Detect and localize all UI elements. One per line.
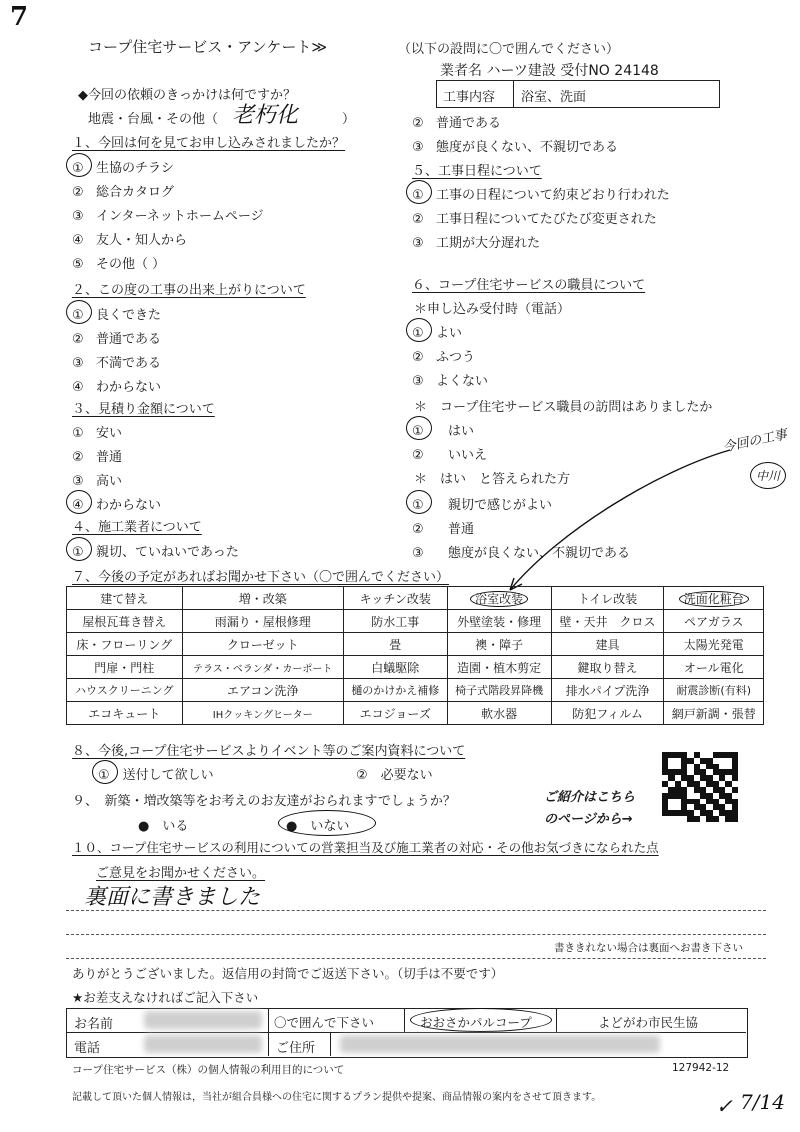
contact-col-divider	[330, 1032, 331, 1056]
q7-cell[interactable]: IHクッキングヒーター	[182, 702, 343, 725]
q7-cell[interactable]: 造園・植木剪定	[447, 656, 551, 679]
name-field-redacted[interactable]	[144, 1011, 262, 1029]
qr-code[interactable]	[662, 752, 738, 822]
q6-sub3-option-3[interactable]: ③ 態度が良くない、不親切である	[412, 546, 631, 561]
q7-cell[interactable]: 鍵取り替え	[551, 656, 664, 679]
referral-line-1: ご紹介はこちら	[544, 790, 636, 805]
q3-option-2[interactable]: ② 普通	[72, 450, 123, 465]
q1-option-1[interactable]: ① 生協のチラシ	[72, 161, 175, 176]
q4-option-3[interactable]: ③ 態度が良くない、不親切である	[412, 140, 619, 155]
annotation-arrow	[480, 440, 740, 600]
name-label: お名前	[74, 1017, 114, 1032]
q7-cell[interactable]: ペアガラス	[664, 610, 764, 633]
intro-options: 地震・台風・その他（	[88, 112, 219, 127]
q7-cell[interactable]: 防水工事	[343, 610, 447, 633]
q7-row	[67, 587, 764, 610]
q7-cell[interactable]: エアコン洗浄	[182, 679, 343, 702]
q5-option-1[interactable]: ① 工事の日程について約束どおり行われた	[412, 188, 670, 203]
privacy-text: 記載して頂いた個人情報は，当社が組合員様への住宅に関するプラン提供や提案、商品情報の案内をさせて頂きます。	[72, 1092, 602, 1103]
q7-cell[interactable]: 排水パイプ洗浄	[551, 679, 664, 702]
check-mark: ✓	[716, 1094, 733, 1118]
q2-option-1[interactable]: ① 良くできた	[72, 308, 162, 323]
q7-title: ７、今後の予定があればお聞かせ下さい（〇で囲んでください）	[72, 570, 450, 585]
q6-sub1-option-2[interactable]: ② ふつう	[412, 350, 476, 365]
q7-cell[interactable]: 壁・天井 クロス	[551, 610, 664, 633]
q5-title: ５、工事日程について	[412, 164, 542, 179]
q7-cell[interactable]: 襖・障子	[447, 633, 551, 656]
q3-title: ３、見積り金額について	[72, 402, 215, 417]
q1-selection-circle	[66, 153, 92, 177]
q7-cell[interactable]: 太陽光発電	[664, 633, 764, 656]
q7-cell[interactable]: 門扉・門柱	[67, 656, 183, 679]
q7-cell[interactable]: 増・改築	[182, 587, 343, 610]
q8-option-1[interactable]: ① 送付して欲しい	[98, 768, 214, 783]
q7-row	[67, 633, 764, 656]
q7-cell[interactable]: 耐震診断(有料)	[664, 679, 764, 702]
phone-label: 電話	[74, 1041, 101, 1056]
thanks-note: ありがとうございました。返信用の封筒でご返送下さい。（切手は不要です）	[72, 966, 504, 981]
q6-sub2-option-1[interactable]: ① はい	[412, 424, 475, 439]
q7-cell[interactable]: ハウスクリーニング	[67, 679, 183, 702]
q6-sub1-selection-circle	[406, 318, 432, 342]
q8-title: ８、今後,コープ住宅サービスよりイベント等のご案内資料について	[72, 744, 466, 759]
annotation-text: 今回の工事	[721, 427, 789, 456]
q6-sub3-option-2[interactable]: ② 普通	[412, 522, 475, 537]
address-label: ご住所	[276, 1041, 316, 1056]
q6-sub1-option-3[interactable]: ③ よくない	[412, 374, 489, 389]
q7-cell[interactable]: 屋根瓦葺き替え	[67, 610, 183, 633]
q10-handwritten: 裏面に書きました	[84, 885, 261, 910]
q1-option-3[interactable]: ③ インターネットホームページ	[72, 209, 264, 224]
q7-cell[interactable]: 床・フローリング	[67, 633, 183, 656]
date-mark: 7/14	[740, 1090, 785, 1114]
work-box	[436, 80, 720, 108]
q2-option-4[interactable]: ④ わからない	[72, 380, 162, 395]
comment-line	[66, 934, 766, 935]
q7-cell[interactable]: トイレ改装	[551, 587, 664, 610]
phone-field-redacted[interactable]	[144, 1035, 262, 1053]
q7-cell[interactable]: 雨漏り・屋根修理	[182, 610, 343, 633]
form-title: コープ住宅サービス・アンケート≫	[88, 38, 328, 56]
circle-note: 〇で囲んで下さい	[274, 1015, 375, 1030]
coop-option-1[interactable]: おおさかパルコープ	[420, 1015, 532, 1030]
q2-option-2[interactable]: ② 普通である	[72, 332, 162, 347]
q10-overflow-note: 書ききれない場合は裏面へお書き下さい	[554, 942, 743, 954]
contact-row-divider	[66, 1032, 746, 1033]
q7-cell-selected[interactable]	[664, 587, 764, 610]
q8-option-2[interactable]: ② 必要ない	[356, 768, 433, 783]
q1-option-4[interactable]: ④ 友人・知人から	[72, 233, 188, 248]
coop-option-2[interactable]: よどがわ市民生協	[598, 1015, 699, 1030]
q7-cell[interactable]: キッチン改装	[343, 587, 447, 610]
q2-selection-circle	[66, 300, 92, 324]
q5-option-2[interactable]: ② 工事日程についてたびたび変更された	[412, 212, 657, 227]
q4-option-2[interactable]: ② 普通である	[412, 116, 502, 131]
coop-selection-circle	[410, 1008, 552, 1032]
q7-selected-label: 浴室改装	[470, 591, 528, 607]
work-value: 浴室、洗面	[521, 90, 587, 105]
q7-cell[interactable]: テラス・ベランダ・カーポート	[182, 656, 343, 679]
q7-cell[interactable]: 防犯フィルム	[551, 702, 664, 725]
q4-option-1[interactable]: ① 親切、ていねいであった	[72, 545, 239, 560]
q9-selection-circle	[278, 810, 376, 836]
privacy-heading: コープ住宅サービス（株）の個人情報の利用目的について	[72, 1064, 345, 1076]
q6-sub2-option-2[interactable]: ② いいえ	[412, 448, 488, 463]
intro-handwritten: 老朽化	[232, 103, 299, 128]
intro-question: ◆今回の依頼のきっかけは何ですか？	[78, 88, 296, 103]
q6-sub2: ＊ コープ住宅サービス職員の訪問はありましたか	[414, 400, 713, 415]
q7-row	[67, 679, 764, 702]
q10-subtitle: ご意見をお聞かせください。	[96, 866, 266, 881]
q3-selection-circle	[66, 490, 92, 514]
work-label: 工事内容	[443, 90, 496, 105]
comment-line	[66, 958, 766, 959]
q7-cell[interactable]: 外壁塗装・修理	[447, 610, 551, 633]
q2-title: ２、この度の工事の出来上がりについて	[72, 283, 306, 298]
q7-cell[interactable]: オール電化	[664, 656, 764, 679]
vendor-line: 業者名 ハーツ建設 受付NO 24148	[440, 63, 659, 79]
q8-selection-circle	[92, 760, 118, 784]
q7-selected-label: 洗面化粧台	[679, 591, 749, 607]
q6-sub1: ＊申し込み受付時（電話）	[414, 302, 571, 317]
q6-sub2-selection-circle	[406, 416, 432, 440]
form-code: 127942-12	[672, 1062, 730, 1074]
q4-selection-circle	[66, 537, 92, 561]
q9-title: ９、 新築・増改築等をお考えのお友達がおられますでしょうか？	[72, 794, 456, 809]
contact-col-divider	[268, 1008, 269, 1056]
q2-option-3[interactable]: ③ 不満である	[72, 356, 162, 371]
work-divider	[513, 81, 514, 107]
address-field-redacted[interactable]	[340, 1035, 660, 1053]
corner-mark: 7	[10, 2, 29, 32]
contact-col-divider	[556, 1008, 557, 1032]
fill-note: ★お差支えなければご記入下さい	[72, 990, 259, 1005]
q7-cell[interactable]: 軟水器	[447, 702, 551, 725]
q7-cell[interactable]: 椅子式階段昇降機	[447, 679, 551, 702]
q7-cell[interactable]: 建て替え	[67, 587, 183, 610]
q3-option-4[interactable]: ④ わからない	[72, 498, 162, 513]
q6-sub3: ＊ はい と答えられた方	[414, 472, 571, 487]
q7-row	[67, 610, 764, 633]
q7-cell[interactable]: エコキュート	[67, 702, 183, 725]
q7-cell[interactable]: 白蟻駆除	[343, 656, 447, 679]
q10-title: １０、コープ住宅サービスの利用についての営業担当及び施工業者の対応・その他お気づきになられた点	[72, 840, 659, 855]
q7-cell[interactable]: 網戸新調・張替	[664, 702, 764, 725]
q6-sub1-option-1[interactable]: ① よい	[412, 326, 463, 341]
q9-option-2[interactable]: ● いない	[286, 819, 350, 834]
referral-line-2[interactable]: のページから→	[544, 812, 633, 827]
contact-col-divider	[404, 1008, 405, 1032]
q7-cell[interactable]: 建具	[551, 633, 664, 656]
q5-selection-circle	[406, 180, 432, 204]
q7-cell[interactable]: 樋のかけかえ補修	[343, 679, 447, 702]
q7-row	[67, 656, 764, 679]
q7-cell-selected[interactable]	[447, 587, 551, 610]
q6-title: ６、コープ住宅サービスの職員について	[412, 278, 646, 293]
annotation-stamp: 中川	[750, 462, 786, 489]
q1-title: １、今回は何を見てお申し込みされましたか？	[72, 136, 346, 151]
q7-grid	[66, 586, 764, 725]
q7-row	[67, 702, 764, 725]
q7-cell[interactable]: エコジョーズ	[343, 702, 447, 725]
comment-line	[66, 910, 766, 911]
q3-option-3[interactable]: ③ 高い	[72, 474, 123, 489]
q1-option-5[interactable]: ⑤ その他（ ）	[72, 257, 166, 272]
form-instruction: （以下の設問に〇で囲んでください）	[398, 42, 620, 57]
intro-close: ）	[342, 112, 356, 127]
q9-option-1[interactable]: ● いる	[138, 819, 189, 834]
q6-sub3-option-1[interactable]: ① 親切で感じがよい	[412, 498, 553, 513]
q5-option-3[interactable]: ③ 工期が大分遅れた	[412, 236, 541, 251]
q6-sub3-selection-circle	[406, 490, 432, 514]
q1-option-2[interactable]: ② 総合カタログ	[72, 185, 175, 200]
q7-cell[interactable]: 畳	[343, 633, 447, 656]
q3-option-1[interactable]: ① 安い	[72, 426, 123, 441]
q7-cell[interactable]: クローゼット	[182, 633, 343, 656]
q4-title: ４、施工業者について	[72, 520, 202, 535]
